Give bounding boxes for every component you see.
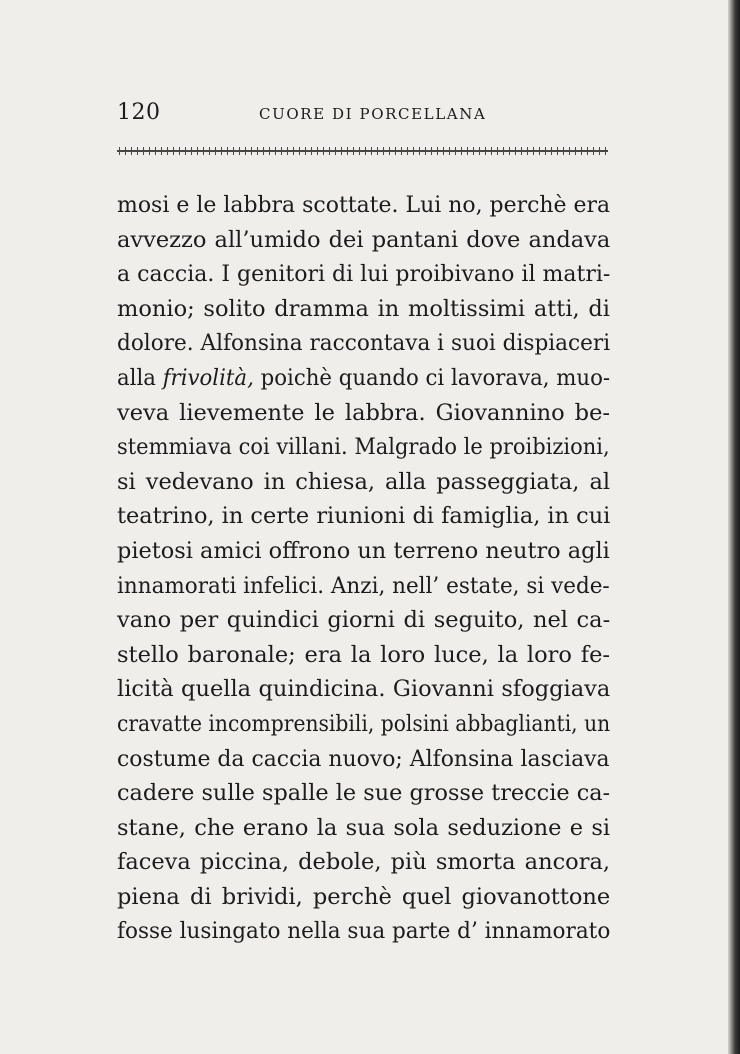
text-line bbox=[117, 845, 610, 880]
text-run: dolore. Alfonsina raccontava i suoi dispiaceri bbox=[117, 330, 611, 357]
text-run: veva lievemente le labbra. Giovannino be- bbox=[117, 399, 610, 426]
text-line bbox=[117, 914, 611, 949]
text-line bbox=[117, 880, 610, 915]
text-line bbox=[117, 430, 610, 465]
text-run: avvezzo all’umido dei pantani dove andava bbox=[117, 226, 611, 253]
text-line bbox=[117, 465, 610, 500]
text-line bbox=[117, 499, 611, 534]
text-line bbox=[117, 569, 610, 604]
page-edge-shadow bbox=[728, 0, 740, 1054]
text-line bbox=[117, 188, 611, 223]
page-number: 120 bbox=[117, 100, 161, 125]
text-run: stello baronale; era la loro luce, la loro fe- bbox=[117, 641, 610, 668]
text-run: cravatte incomprensibili, polsini abbaglianti, un bbox=[117, 710, 611, 737]
text-run: alla bbox=[117, 364, 163, 391]
text-line bbox=[117, 707, 611, 742]
text-run: mosi e le labbra scottate. Lui no, perchè era bbox=[117, 192, 611, 218]
text-run: cadere sulle spalle le sue grosse treccie ca- bbox=[117, 780, 611, 807]
text-run: stemmiava coi villani. Malgrado le proibizioni, bbox=[117, 434, 610, 461]
text-line bbox=[117, 672, 610, 707]
text-line bbox=[117, 361, 611, 396]
text-run: faceva piccina, debole, più smorta ancora, bbox=[117, 849, 611, 876]
text-run: teatrino, in certe riunioni di famiglia, in cui bbox=[117, 503, 611, 530]
text-line bbox=[117, 326, 611, 361]
text-run: innamorati infelici. Anzi, nell’ estate, si vede- bbox=[117, 572, 610, 599]
text-line bbox=[117, 776, 611, 811]
text-line bbox=[117, 292, 610, 327]
text-run: licità quella quindicina. Giovanni sfoggiava bbox=[117, 676, 611, 703]
text-line bbox=[117, 257, 611, 292]
text-line bbox=[117, 638, 610, 673]
text-run: monio; solito dramma in moltissimi atti, di bbox=[117, 295, 610, 322]
body-text bbox=[117, 188, 610, 949]
text-run: piena di brividi, perchè quel giovanottone bbox=[117, 883, 611, 910]
text-run: stane, che erano la sua sola seduzione e si bbox=[117, 814, 611, 841]
italic-word: frivolità, bbox=[162, 364, 254, 391]
text-run: si vedevano in chiesa, alla passeggiata, al bbox=[117, 468, 611, 495]
text-run: fosse lusingato nella sua parte d’ innamorato bbox=[117, 918, 611, 945]
text-line bbox=[117, 603, 610, 638]
text-line bbox=[117, 396, 610, 431]
text-run: costume da caccia nuovo; Alfonsina lasciava bbox=[117, 745, 610, 772]
text-line bbox=[117, 223, 610, 258]
text-line bbox=[117, 742, 610, 777]
text-run: a caccia. I genitori di lui proibivano il matri- bbox=[117, 261, 611, 288]
text-run: vano per quindici giorni di seguito, nel ca- bbox=[117, 607, 611, 634]
text-run: poichè quando ci lavorava, muo- bbox=[253, 364, 611, 391]
running-title: CUORE DI PORCELLANA bbox=[259, 105, 487, 123]
text-run: pietosi amici offrono un terreno neutro agli bbox=[117, 537, 610, 564]
page-header bbox=[117, 100, 608, 130]
text-line bbox=[117, 811, 610, 846]
ornamental-rule bbox=[117, 147, 608, 155]
text-line bbox=[117, 534, 608, 569]
